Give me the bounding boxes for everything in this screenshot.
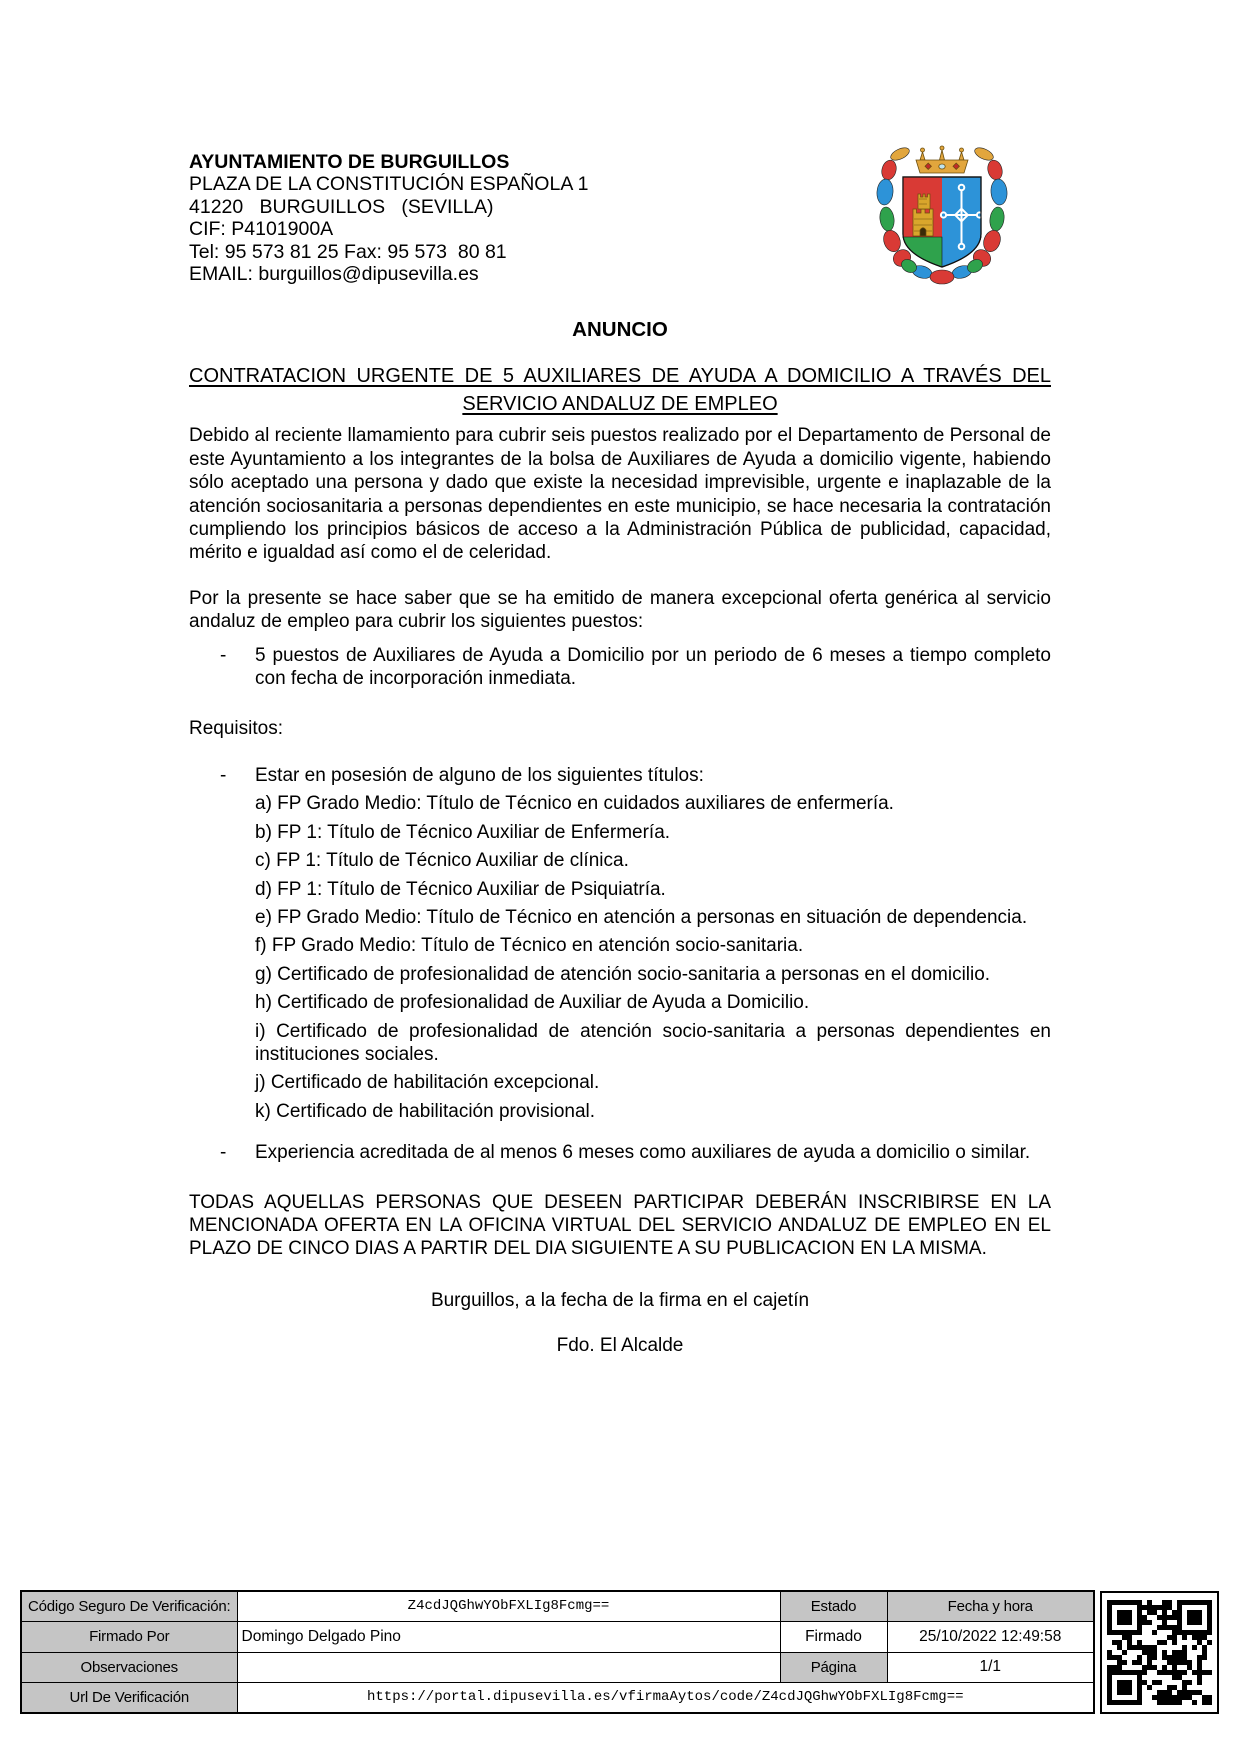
requisitos-heading: Requisitos: xyxy=(189,717,283,739)
signature-line: Fdo. El Alcalde xyxy=(556,1335,684,1357)
signature-verification-table xyxy=(20,1590,1095,1714)
titulos-list xyxy=(189,792,1051,1123)
qr-code-modules xyxy=(1107,1600,1212,1705)
observaciones-value xyxy=(237,1652,780,1682)
titulo-item-d: d) FP 1: Título de Técnico Auxiliar de Psiquiatría. xyxy=(255,878,666,900)
list-item-text: Experiencia acreditada de al menos 6 meses como auxiliares de ayuda a domicilio o similar. xyxy=(255,1142,1031,1164)
titulo-item-i: i) Certificado de profesionalidad de atención socio-sanitaria a personas dependientes en instituciones sociales. xyxy=(255,1020,1051,1065)
letterhead xyxy=(189,151,1051,285)
list-item-experiencia xyxy=(189,1141,1051,1164)
pagina-value: 1/1 xyxy=(887,1652,1094,1682)
titulo-item-g: g) Certificado de profesionalidad de atención socio-sanitaria a personas en el domicilio. xyxy=(255,963,991,985)
observaciones-label: Observaciones xyxy=(21,1652,237,1682)
estado-label: Estado xyxy=(780,1591,887,1621)
org-phone-fax: Tel: 95 573 81 25 Fax: 95 573 80 81 xyxy=(189,240,507,263)
paragraph-offer: Por la presente se hace saber que se ha emitido de manera excepcional oferta genérica al servicio andaluz de empleo para cubrir los siguientes puestos: xyxy=(189,587,1051,633)
subject-line-2: SERVICIO ANDALUZ DE EMPLEO xyxy=(462,393,778,416)
titulo-item-h: h) Certificado de profesionalidad de Auxiliar de Ayuda a Domicilio. xyxy=(255,992,810,1014)
titulo-item-f: f) FP Grado Medio: Título de Técnico en atención socio-sanitaria. xyxy=(255,935,804,957)
estado-value: Firmado xyxy=(780,1621,887,1652)
titulo-item-j: j) Certificado de habilitación excepcional. xyxy=(255,1072,600,1094)
titulo-item-a: a) FP Grado Medio: Título de Técnico en cuidados auxiliares de enfermería. xyxy=(255,793,894,815)
list-dash: - xyxy=(220,1142,227,1164)
subject-line-1: CONTRATACION URGENTE DE 5 AUXILIARES DE AYUDA A DOMICILIO A TRAVÉS DEL xyxy=(189,365,1051,388)
fecha-hora-value: 25/10/2022 12:49:58 xyxy=(887,1621,1094,1652)
list-item-titulos xyxy=(189,764,1051,787)
org-cif: CIF: P4101900A xyxy=(189,218,334,241)
titulo-item-b: b) FP 1: Título de Técnico Auxiliar de Enfermería. xyxy=(255,821,671,843)
qr-code xyxy=(1100,1591,1219,1714)
firmado-por-label: Firmado Por xyxy=(21,1621,237,1652)
list-item-text: Estar en posesión de alguno de los siguientes títulos: xyxy=(255,764,704,786)
list-dash: - xyxy=(220,644,227,666)
org-city: 41220 BURGUILLOS (SEVILLA) xyxy=(189,195,494,218)
subject-heading xyxy=(189,362,1051,418)
document-title: ANUNCIO xyxy=(572,318,668,342)
org-address: PLAZA DE LA CONSTITUCIÓN ESPAÑOLA 1 xyxy=(189,173,589,196)
url-verificacion-value: https://portal.dipusevilla.es/vfirmaAytos/code/Z4cdJQGhwYObFXLIg8Fcmg== xyxy=(237,1682,1094,1713)
firmado-por-value: Domingo Delgado Pino xyxy=(237,1621,780,1652)
list-item-text: 5 puestos de Auxiliares de Ayuda a Domicilio por un periodo de 6 meses a tiempo completo con fecha de incorporación inmediata. xyxy=(255,644,1051,690)
titulo-item-c: c) FP 1: Título de Técnico Auxiliar de clínica. xyxy=(255,850,629,872)
list-dash: - xyxy=(220,764,227,786)
titulo-item-e: e) FP Grado Medio: Título de Técnico en atención a personas en situación de dependencia. xyxy=(255,906,1028,928)
list-item-positions xyxy=(189,644,1051,691)
paragraph-intro: Debido al reciente llamamiento para cubrir seis puestos realizado por el Departamento de Personal de este Ayuntamiento a los integrantes de la bolsa de Auxiliares de Ayuda a domicilio vigente, habiendo sólo aceptado una persona y dado que existe la necesidad imprevisible, urgente e inaplazable de la atención sociosanitaria a personas dependientes en este municipio, se hace necesaria la contratación cumpliendo los principios básicos de acceso a la Administración Pública de publicidad, capacidad, mérito e igualdad así como el de celeridad. xyxy=(189,425,1051,564)
paragraph-inscription: TODAS AQUELLAS PERSONAS QUE DESEEN PARTICIPAR DEBERÁN INSCRIBIRSE EN LA MENCIONADA OFERTA EN LA OFICINA VIRTUAL DEL SERVICIO ANDALUZ DE EMPLEO EN EL PLAZO DE CINCO DIAS A PARTIR DEL DIA SIGUIENTE A SU PUBLICACION EN LA MISMA. xyxy=(189,1191,1051,1260)
org-name: AYUNTAMIENTO DE BURGUILLOS xyxy=(189,151,510,173)
titulo-item-k: k) Certificado de habilitación provisional. xyxy=(255,1100,596,1122)
csv-label: Código Seguro De Verificación: xyxy=(21,1591,237,1621)
pagina-label: Página xyxy=(780,1652,887,1682)
place-date-line: Burguillos, a la fecha de la firma en el cajetín xyxy=(430,1289,810,1311)
org-email: EMAIL: burguillos@dipusevilla.es xyxy=(189,263,479,286)
fecha-hora-label: Fecha y hora xyxy=(887,1591,1094,1621)
csv-value: Z4cdJQGhwYObFXLIg8Fcmg== xyxy=(237,1591,780,1621)
url-verificacion-label: Url De Verificación xyxy=(21,1682,237,1713)
